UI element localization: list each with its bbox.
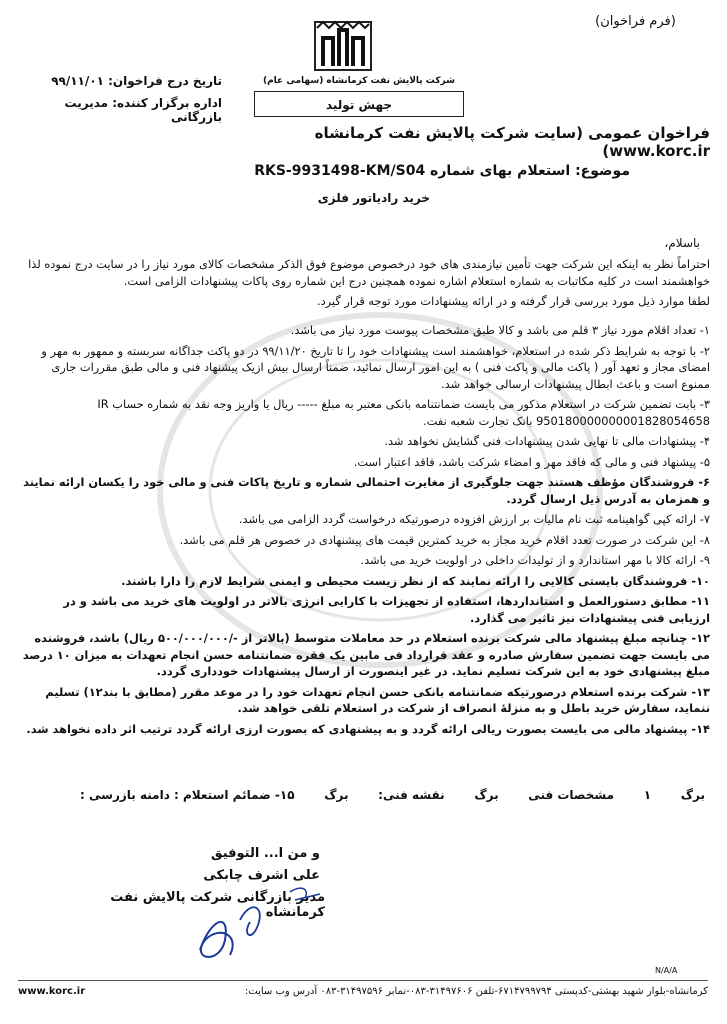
subject-line: موضوع: استعلام بهای شماره RKS-9931498-KM/S04	[254, 163, 630, 179]
map-label: نقشه فنی:	[378, 788, 445, 802]
clause-4: ۴- پیشنهادات مالی تا نهایی شدن پیشنهادات فنی گشایش نخواهد شد.	[384, 434, 710, 448]
clause-6: ۶- فروشندگان مؤظف هستند جهت جلوگیری از مغایرت احتمالی شماره و تاریخ پاکات فنی و مالی خود را یکسان ارائه نمایند و همزمان به آدرس ذیل ارسال گردد.	[23, 475, 710, 506]
clause-9: ۹- ارائه کالا با مهر استاندارد و از تولیدات داخلی در اولویت خرید می باشد.	[360, 553, 710, 567]
clause-12: ۱۲- چنانچه مبلغ پیشنهاد مالی شرکت برنده استعلام در حد معاملات متوسط (بالاتر از -/۵۰۰/۰۰۰/۰۰۰ ریال) باشد، فروشنده می بایست جهت تضمین سفارش صادره و عقد قرارداد فی مابین یک فقره ضمانتنامه حسن انجام تعهدات به میزان ۱۰ درصد مبلغ پیشنهادی خود به این شرکت تسلیم نماید. در غیر اینصورت از ارسال پیشنهادات خودداری گردد.	[22, 631, 710, 678]
clauses-list	[20, 322, 710, 741]
closing-phrase: و من ا... التوفیق	[210, 846, 320, 861]
spec-count: ۱	[643, 788, 652, 802]
company-name: شرکت پالایش نفت کرمانشاه (سهامی عام)	[262, 76, 456, 86]
clause-10: ۱۰- فروشندگان بایستی کالایی را ارائه نمایند که از نظر زیست محیطی و ایمنی شرایط لازم را دارا باشند.	[121, 573, 710, 588]
clause-8: ۸- این شرکت در صورت تعدد اقلام خرید مجاز به خرید کمترین قیمت های پیشنهادی در خصوص هر قلم می باشد.	[179, 532, 710, 547]
spec-pages: برگ	[680, 788, 705, 802]
footer	[18, 986, 708, 997]
clause-7: ۷- ارائه کپی گواهینامه ثبت نام مالیات بر ارزش افزوده درصورتیکه درخواست گردد الزامی می باشد.	[238, 512, 710, 526]
inspection-pages: برگ	[324, 788, 349, 802]
signer-name: علی اشرف چابکی	[203, 868, 320, 883]
spec-label: مشخصات فنی	[528, 788, 615, 802]
clause-13: ۱۳- شرکت برنده استعلام درصورتیکه ضمانتنامه بانکی حسن انجام تعهدات خود را در موعد مقرر (مطابق با بند۱۲) تسلیم ننماید، سفارش خرید باطل و به منزلهٔ انصراف از شرکت در استعلام تلقی خواهد شد.	[45, 684, 710, 715]
clause-11: ۱۱- مطابق دستورالعمل و استانداردها، استفاده از تجهیزات با کارایی انرژی بالاتر در اولویت های خرید می باشد و در ارزیابی فنی پیشنهادات نیز تاثیر می گذارد.	[63, 594, 710, 625]
intro-block	[20, 256, 710, 314]
greeting: باسلام،	[664, 236, 700, 250]
item-title: خرید رادیاتور فلزی	[317, 191, 430, 205]
clause-1: ۱- تعداد اقلام مورد نیاز ۳ قلم می باشد و کالا طبق مشخصات پیوست مورد نیاز می باشد.	[290, 323, 710, 337]
signer-title: مدیر بازرگانی شرکت پالایش نفت کرمانشاه	[110, 890, 325, 920]
organizer: اداره برگزار کننده: مدیریت بازرگانی	[64, 96, 222, 124]
page-code: N/A/A	[655, 966, 678, 975]
intro-note: لطفا موارد ذیل مورد بررسی قرار گرفته و در ارائه پیشنهادات مورد توجه قرار گیرد.	[316, 294, 710, 308]
publish-date: تاریخ درج فراخوان: ۹۹/۱۱/۰۱	[51, 74, 222, 88]
intro-paragraph: احتراماً نظر به اینکه این شرکت جهت تأمین نیازمندی های خود درخصوص موضوع فوق الذکر مشخصات کالای مورد نیاز را در سایت درج نموده لذا خواهشمند است در کلیه مکاتبات به شماره استعلام اشاره نموده همچنین درج این شماره روی پاکات پیشنهادات الزامی است.	[28, 257, 710, 288]
map-pages: برگ	[474, 788, 499, 802]
attachments-label: ۱۵- ضمائم استعلام : دامنه بازرسی :	[80, 788, 295, 802]
clause-3: ۳- بابت تضمین شرکت در استعلام مذکور می بایست ضمانتنامه بانکی معتبر به مبلغ ----- ریال یا واریز وجه نقد به شماره حساب IR 950180000000001828054658 بانک تجارت شعبه نفت.	[97, 397, 710, 428]
clause-5: ۵- پیشنهاد فنی و مالی که فاقد مهر و امضاء شرکت باشد، فاقد اعتبار است.	[353, 454, 710, 469]
company-logo-icon	[311, 16, 375, 72]
clause-2: ۲- با توجه به شرایط ذکر شده در استعلام، خواهشمند است پیشنهادات خود را تا تاریخ ۹۹/۱۱/۲۰ در دو پاکت جداگانه سربسته و ممهور به مهر و امضای مجاز و تعهد آور ( پاکت مالی و پاکت فنی ) به این امور ارسال نمائید، ضمناً ارسال بیش ازیک پیشنهاد فنی و مالی طبق مقررات جاری ممنوع است و باعث ابطال پیشنهادات ارسالی خواهد شد.	[41, 343, 710, 391]
form-type-label: (فرم فراخوان)	[595, 14, 676, 29]
clause-14: ۱۴- پیشنهاد مالی می بایست بصورت ریالی ارائه گردد و به پیشنهادی که بصورت ارزی ارائه گردد ترتیب اثر داده نخواهد شد.	[26, 721, 710, 736]
footer-address: کرمانشاه-بلوار شهید بهشتی-کدپستی ۶۷۱۴۷۹۹۷۹۴-تلفن ۳۱۴۹۷۶۰۶-۰۸۳-نمابر ۳۱۴۹۷۵۹۶-۰۸۳ آدرس وب سایت:	[244, 986, 708, 997]
page-title: فراخوان عمومی (سایت شرکت پالایش نفت کرمانشاه www.korc.ir)	[314, 124, 710, 160]
attachments-row	[80, 788, 705, 802]
unit-box: جهش تولید	[254, 91, 464, 117]
footer-divider	[18, 980, 708, 981]
footer-website[interactable]: www.korc.ir	[18, 986, 86, 997]
handwritten-signature-icon	[170, 880, 350, 980]
